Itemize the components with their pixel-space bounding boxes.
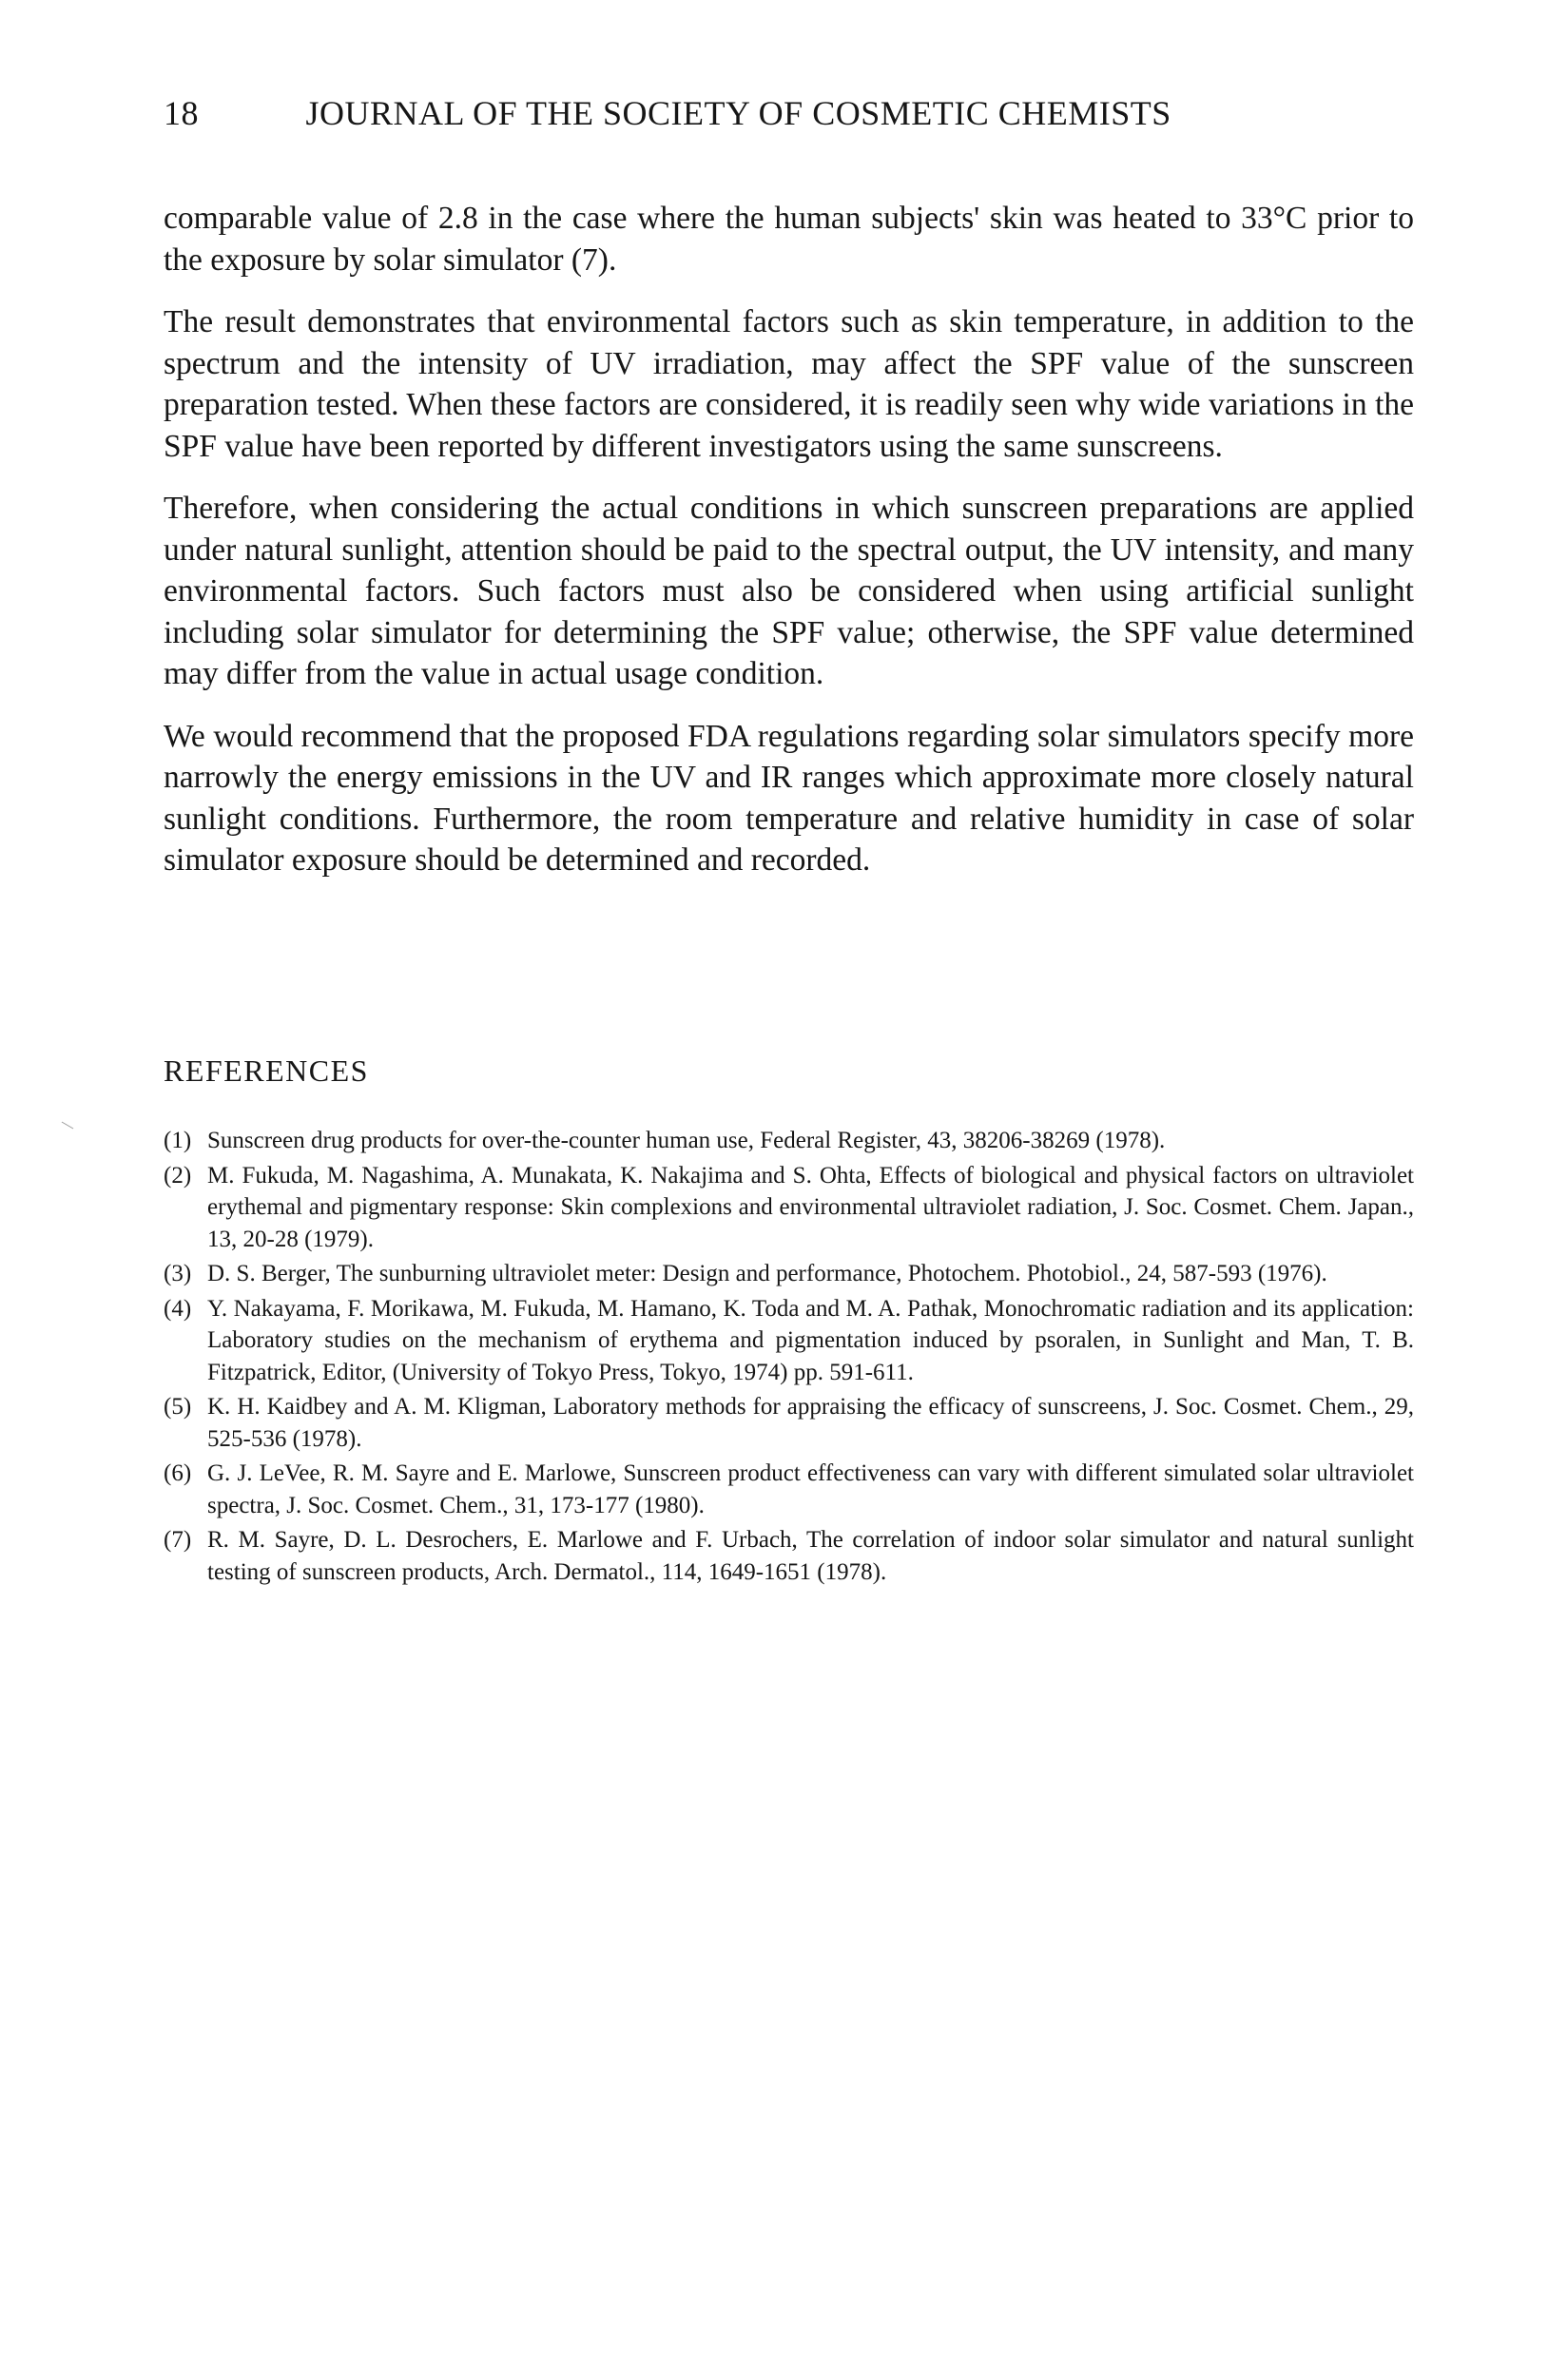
page-header (164, 93, 1428, 133)
paragraph: Therefore, when considering the actual conditions in which sunscreen preparations are applied under natural sunlight, attention should be paid to the spectral output, the UV intensity, and many environmental factors. Such factors must also be considered when using artificial sunlight including solar simulator for determining the SPF value; otherwise, the SPF value determined may differ from the value in actual usage condition. (164, 491, 1414, 691)
reference-text: G. J. LeVee, R. M. Sayre and E. Marlowe, Sunscreen product effectiveness can vary with different simulated solar ultraviolet spectra, J. Soc. Cosmet. Chem., 31, 173-177 (1980). (207, 1460, 1414, 1518)
references-list (164, 1125, 1414, 1588)
journal-running-title: JOURNAL OF THE SOCIETY OF COSMETIC CHEMISTS (305, 94, 1171, 132)
reference-text: M. Fukuda, M. Nagashima, A. Munakata, K. Nakajima and S. Ohta, Effects of biological and physical factors on ultraviolet erythemal and pigmentary response: Skin complexions and environmental ultraviolet radiation, J. Soc. Cosmet. Chem. Japan., 13, 20-28 (1979). (207, 1162, 1414, 1252)
reference-item (164, 1258, 1414, 1290)
reference-item (164, 1160, 1414, 1256)
paragraph: comparable value of 2.8 in the case where the human subjects' skin was heated to 33°C prior to the exposure by solar simulator (7). (164, 201, 1414, 278)
references-section (164, 1053, 1414, 1591)
reference-number: (7) (164, 1527, 192, 1553)
reference-text: D. S. Berger, The sunburning ultraviolet meter: Design and performance, Photochem. Photobiol., 24, 587-593 (1976). (207, 1261, 1327, 1286)
reference-text: R. M. Sayre, D. L. Desrochers, E. Marlowe and F. Urbach, The correlation of indoor solar simulator and natural sunlight testing of sunscreen products, Arch. Dermatol., 114, 1649-1651 (1978). (207, 1527, 1414, 1585)
body-text (164, 198, 1414, 902)
reference-item (164, 1125, 1414, 1157)
reference-text: Sunscreen drug products for over-the-counter human use, Federal Register, 43, 38206-38269 (1978). (207, 1128, 1166, 1153)
reference-number: (2) (164, 1162, 192, 1189)
reference-number: (3) (164, 1261, 192, 1286)
references-heading: REFERENCES (164, 1053, 369, 1088)
reference-number: (5) (164, 1394, 192, 1420)
reference-item (164, 1524, 1414, 1588)
page-number: 18 (164, 94, 199, 132)
reference-item (164, 1293, 1414, 1389)
reference-number: (6) (164, 1460, 192, 1486)
reference-number: (4) (164, 1295, 192, 1322)
reference-item (164, 1391, 1414, 1455)
reference-number: (1) (164, 1128, 192, 1153)
paragraph: We would recommend that the proposed FDA regulations regarding solar simulators specify more narrowly the energy emissions in the UV and IR ranges which approximate more closely natural sunlight conditions. Furthermore, the room temperature and relative humidity in case of solar simulator exposure should be determined and recorded. (164, 718, 1414, 878)
reference-item (164, 1458, 1414, 1521)
paragraph: The result demonstrates that environmental factors such as skin temperature, in addition to the spectrum and the intensity of UV irradiation, may affect the SPF value of the sunscreen preparation tested. When these factors are considered, it is readily seen why wide variations in the SPF value have been reported by different investigators using the same sunscreens. (164, 304, 1414, 464)
scan-mark (62, 1122, 74, 1130)
reference-text: Y. Nakayama, F. Morikawa, M. Fukuda, M. Hamano, K. Toda and M. A. Pathak, Monochromatic radiation and its application: Laboratory studies on the mechanism of erythema and pigmentation induced by psoralen, in Sunlight and Man, T. B. Fitzpatrick, Editor, (University of Tokyo Press, Tokyo, 1974) pp. 591-611. (207, 1295, 1414, 1385)
reference-text: K. H. Kaidbey and A. M. Kligman, Laboratory methods for appraising the efficacy of sunscreens, J. Soc. Cosmet. Chem., 29, 525-536 (1978). (207, 1394, 1414, 1452)
